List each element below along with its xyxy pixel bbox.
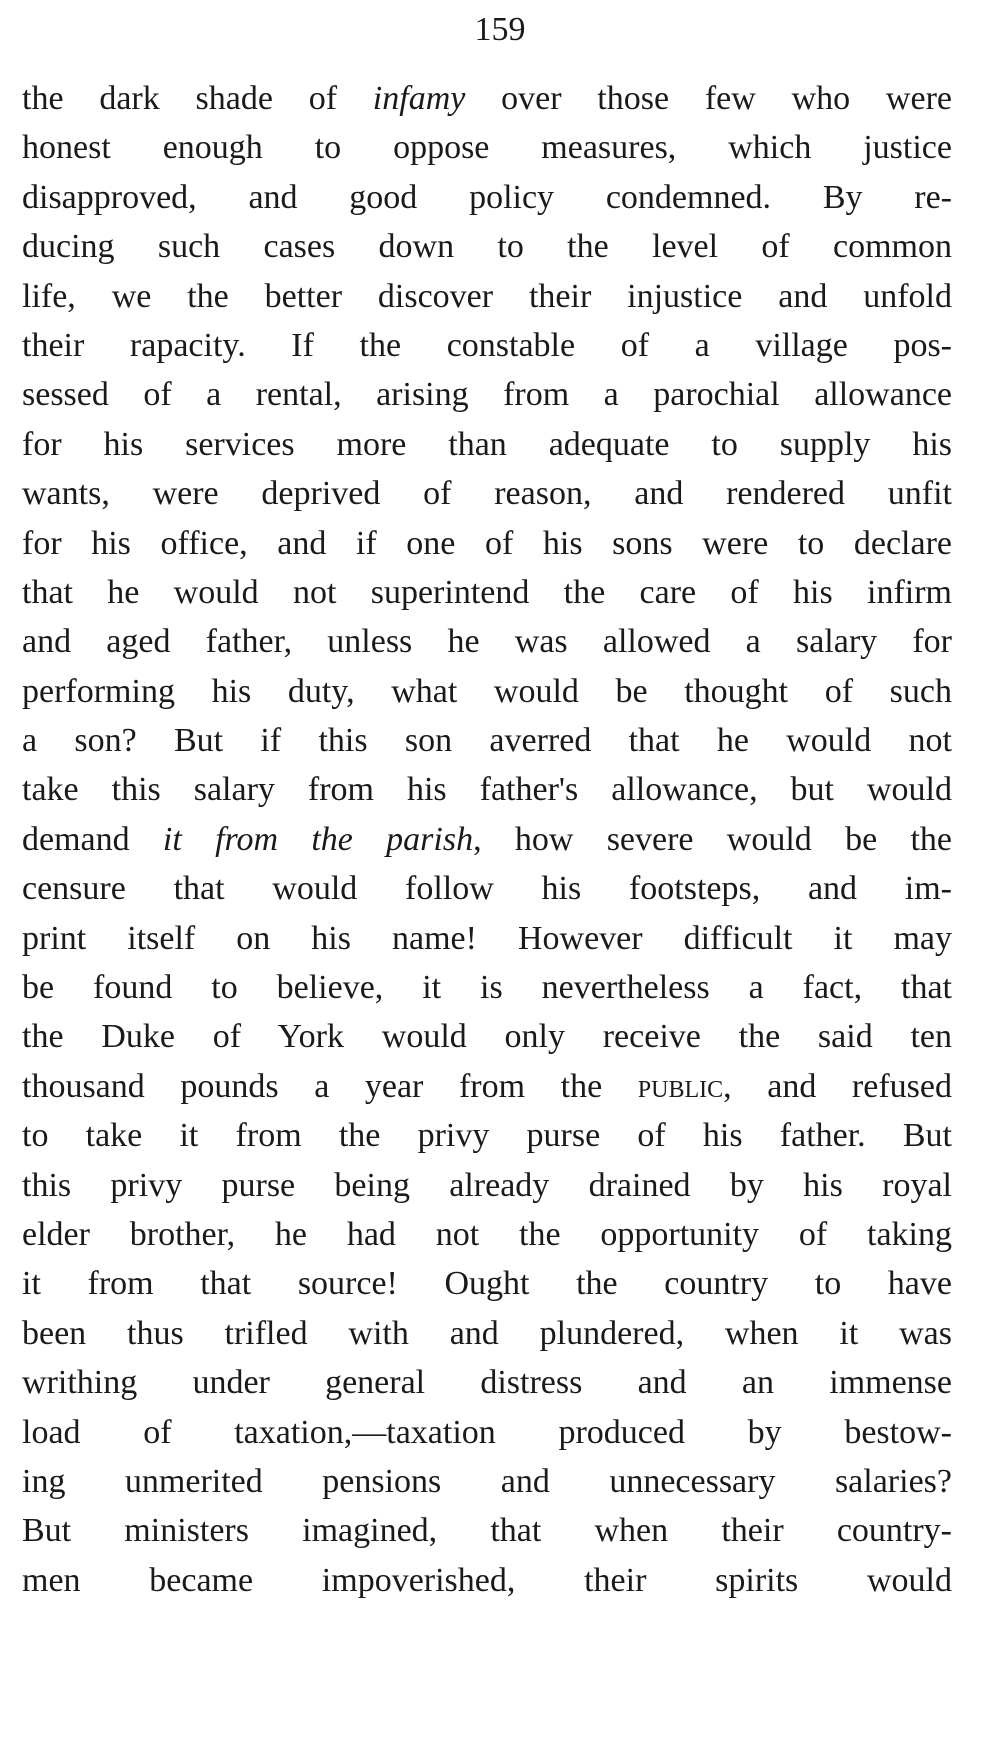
- text-line-22: to take it from the privy purse of his father. But: [22, 1117, 952, 1155]
- body-text: [22, 74, 952, 1605]
- text-line-1: the dark shade of infamy over those few who were: [22, 80, 952, 117]
- text-line-27: writhing under general distress and an immense: [22, 1364, 952, 1402]
- text-line-25: it from that source! Ought the country to have: [22, 1265, 952, 1303]
- emphasis-infamy: infamy: [372, 80, 466, 117]
- text-line-16: demand it from the parish, how severe would be the: [22, 820, 952, 858]
- text-line-17: censure that would follow his footsteps, and im-: [22, 870, 952, 908]
- text-line-3: disapproved, and good policy condemned. By re-: [22, 178, 952, 216]
- text-line-10: for his office, and if one of his sons were to declare: [22, 524, 952, 562]
- emphasis-from-the-parish: it from the parish: [162, 820, 474, 858]
- text-line-18: print itself on his name! However difficult it may: [22, 919, 952, 957]
- text-line-8: for his services more than adequate to supply his: [22, 425, 952, 463]
- text-line-14: a son? But if this son averred that he would not: [22, 722, 952, 760]
- text-line-12: and aged father, unless he was allowed a salary for: [22, 623, 952, 661]
- text-line-7: sessed of a rental, arising from a parochial allowance: [22, 376, 952, 414]
- text-line-23: this privy purse being already drained by his royal: [22, 1166, 952, 1204]
- text-line-9: wants, were deprived of reason, and rendered unfit: [22, 475, 952, 513]
- page-number: 159: [474, 11, 526, 48]
- text-line-19: be found to believe, it is nevertheless a fact, that: [22, 969, 952, 1007]
- text-line-15: take this salary from his father's allowance, but would: [22, 771, 952, 809]
- small-caps-public: public: [637, 1067, 724, 1105]
- text-line-4: ducing such cases down to the level of common: [22, 228, 952, 266]
- text-line-28: load of taxation,—taxation produced by bestow-: [22, 1413, 952, 1451]
- text-line-13: performing his duty, what would be thought of such: [22, 672, 952, 710]
- text-line-26: been thus trifled with and plundered, when it was: [22, 1314, 952, 1352]
- text-line-31: men became impoverished, their spirits would: [22, 1561, 952, 1599]
- text-line-24: elder brother, he had not the opportunity of taking: [22, 1215, 952, 1253]
- text-line-20: the Duke of York would only receive the said ten: [22, 1018, 952, 1056]
- text-line-2: honest enough to oppose measures, which justice: [22, 129, 952, 167]
- text-line-29: ing unmerited pensions and unnecessary salaries?: [22, 1462, 952, 1500]
- text-line-11: that he would not superintend the care of his infirm: [22, 573, 952, 611]
- text-line-30: But ministers imagined, that when their country-: [22, 1512, 952, 1550]
- text-line-21: thousand pounds a year from the public, and refused: [22, 1067, 952, 1105]
- text-line-6: their rapacity. If the constable of a village pos-: [22, 326, 952, 364]
- text-line-5: life, we the better discover their injustice and unfold: [22, 277, 952, 315]
